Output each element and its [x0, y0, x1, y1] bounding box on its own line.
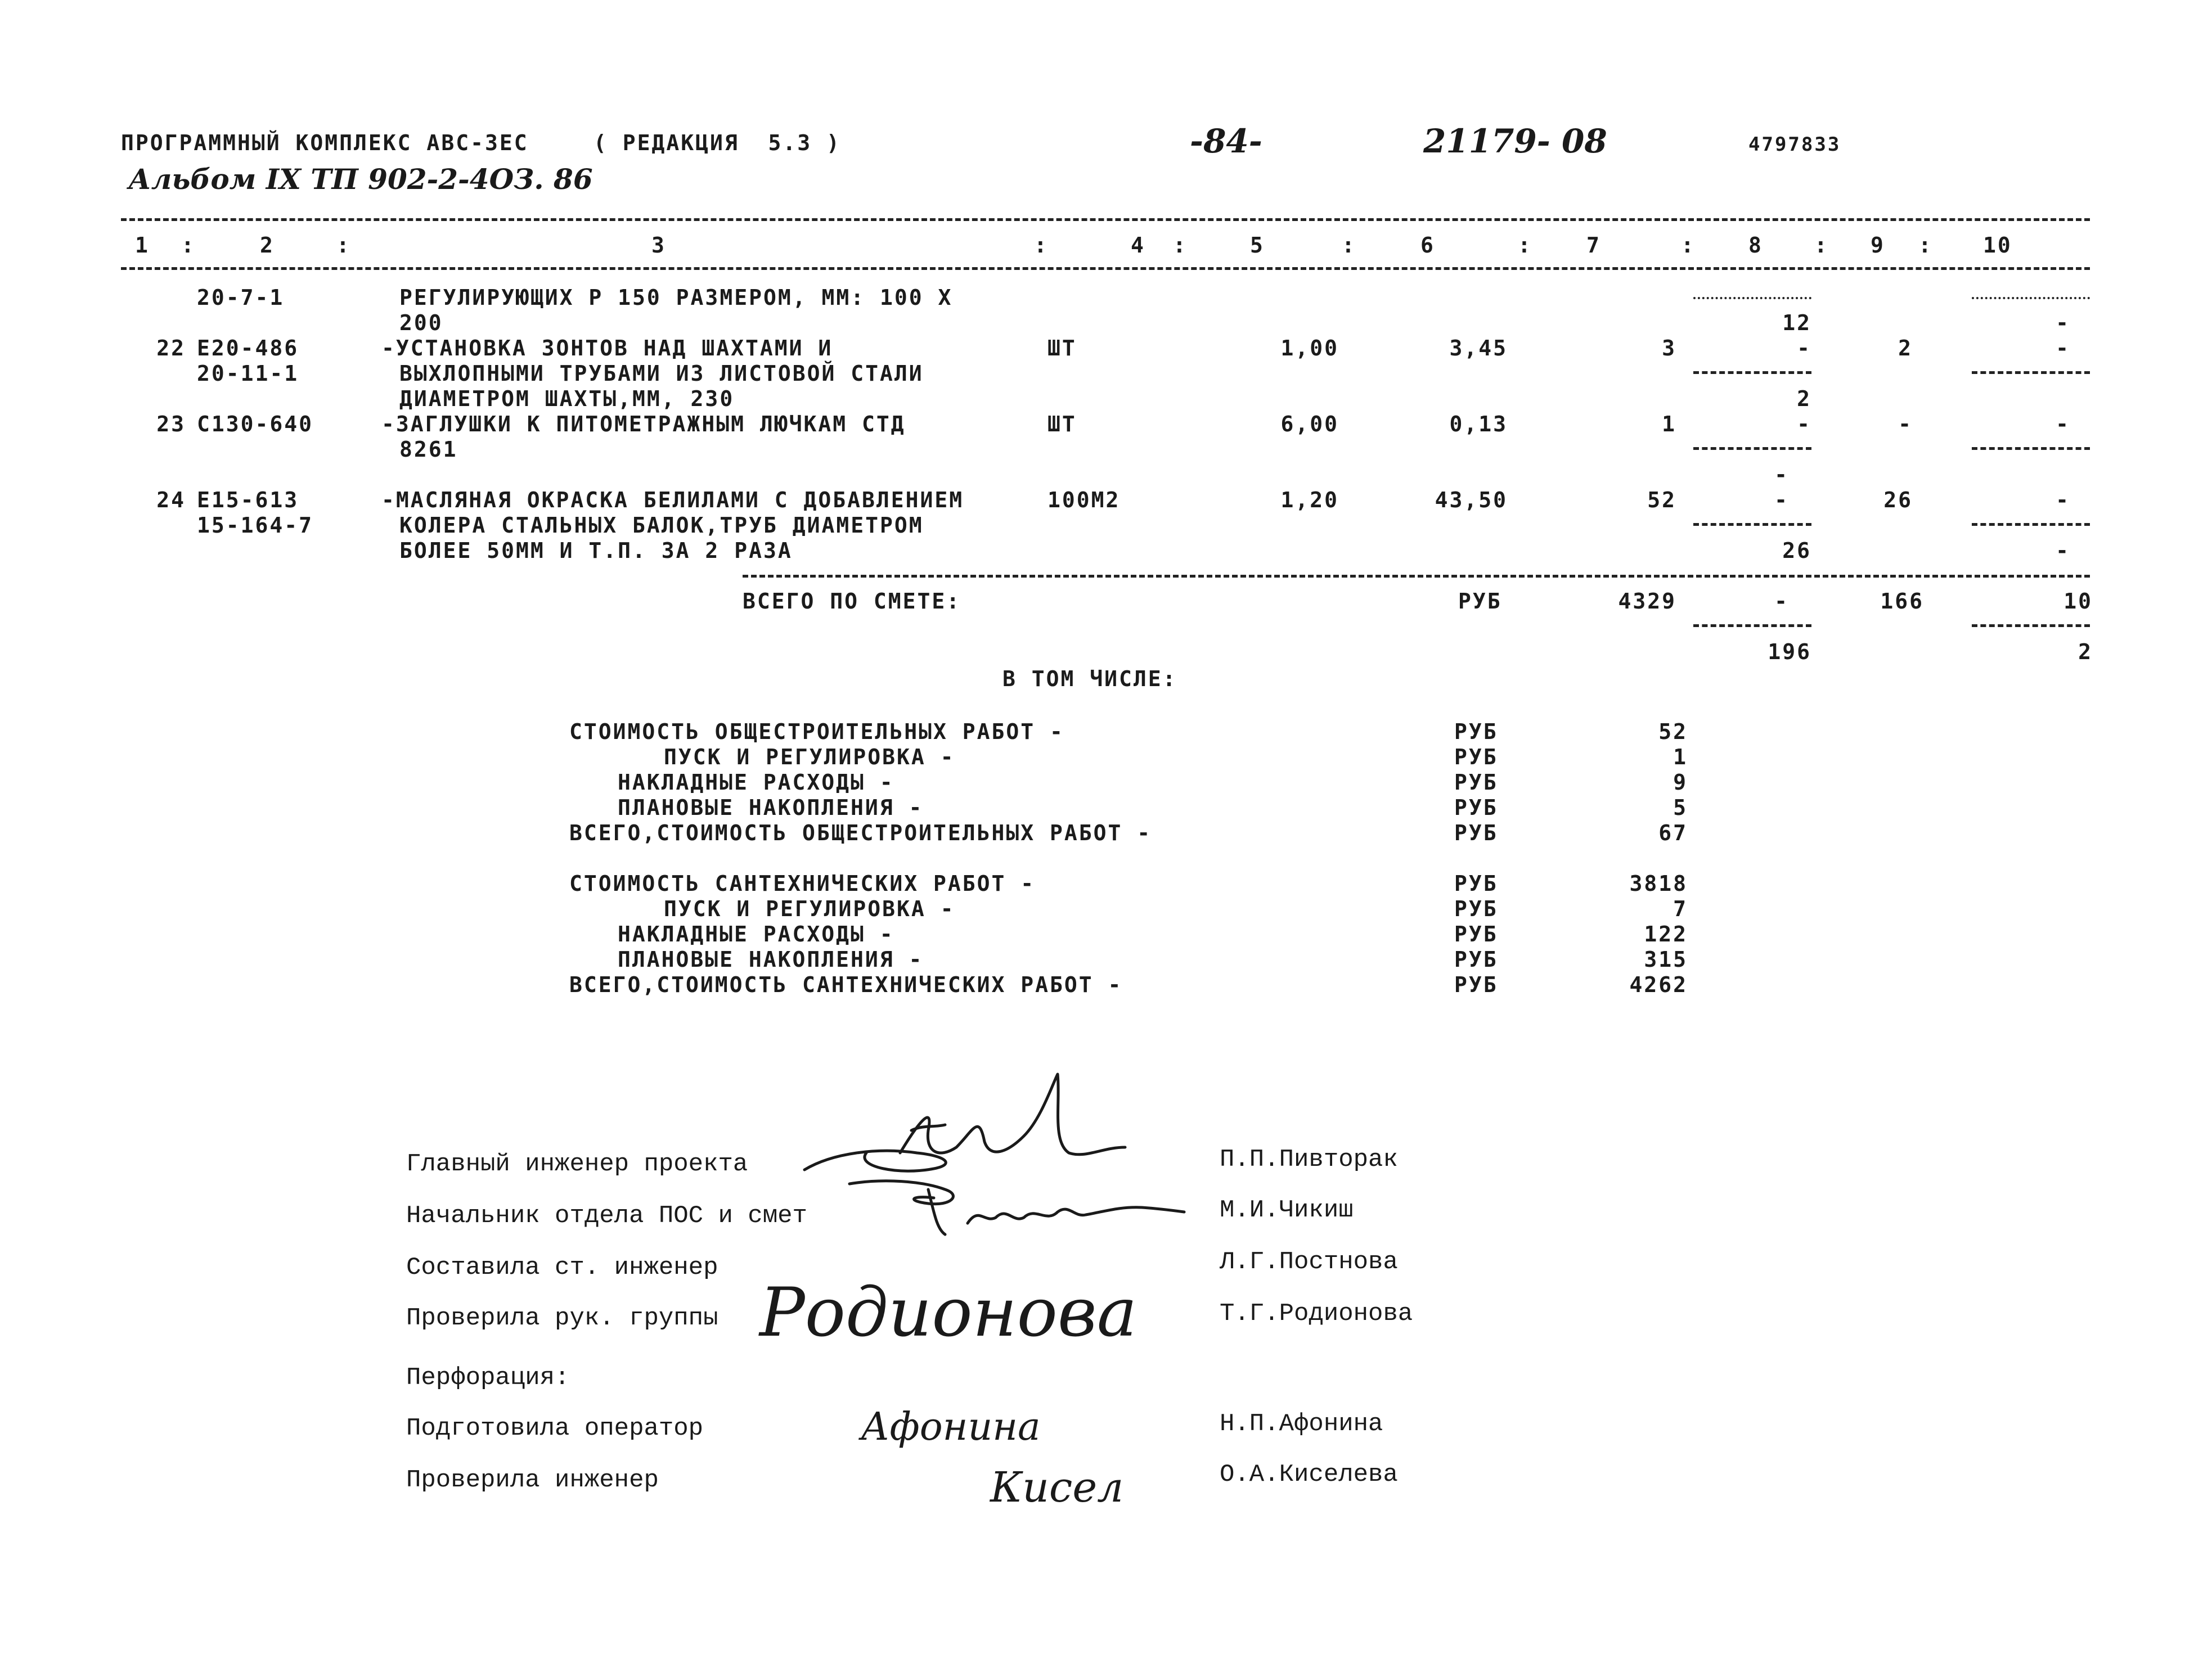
signature-chikish [838, 1173, 1187, 1246]
row-desc: БОЛЕЕ 50ММ И Т.П. ЗА 2 РАЗА [399, 538, 793, 563]
signature-rodionova[interactable] [759, 1268, 1138, 1369]
breakdown-unit: РУБ [1454, 896, 1498, 921]
col-header-2: 2 [260, 233, 275, 258]
row-desc: ВЫХЛОПНЫМИ ТРУБАМИ ИЗ ЛИСТОВОЙ СТАЛИ [399, 361, 924, 386]
col-header-3: 3 [651, 233, 666, 258]
row-desc: РЕГУЛИРУЮЩИХ Р 150 РАЗМЕРОМ, ММ: 100 Х [399, 285, 953, 310]
row-desc: -УСТАНОВКА ЗОНТОВ НАД ШАХТАМИ И [381, 336, 833, 360]
signature-afonina[interactable] [861, 1400, 1063, 1462]
row-num: 22 [156, 336, 186, 360]
breakdown-unit: РУБ [1454, 821, 1498, 845]
row-c10: - [2056, 488, 2070, 512]
signature-rodionova-text: Родионова [759, 1274, 1138, 1352]
signature-role: Составила ст. инженер [406, 1254, 718, 1282]
row-unit: ШТ [1047, 412, 1077, 436]
breakdown-label: ПЛАНОВЫЕ НАКОПЛЕНИЯ - [618, 795, 924, 820]
breakdown-label: ПЛАНОВЫЕ НАКОПЛЕНИЯ - [618, 947, 924, 972]
cell-divider [1972, 447, 2090, 450]
row-price: 0,13 [1449, 412, 1508, 436]
breakdown-unit: РУБ [1454, 745, 1498, 769]
signature-role: Главный инженер проекта [406, 1150, 748, 1178]
row-c8-top: - [1797, 412, 1811, 436]
cell-divider [1972, 624, 2090, 627]
row-code: 20-11-1 [197, 361, 299, 386]
col-sep: : [1173, 233, 1188, 258]
edition: ( РЕДАКЦИЯ 5.3 ) [594, 130, 841, 155]
total-value: 4329 [1618, 589, 1676, 614]
row-desc: 8261 [399, 437, 458, 462]
breakdown-unit: РУБ [1454, 770, 1498, 795]
breakdown-unit: РУБ [1454, 719, 1498, 744]
including-label: В ТОМ ЧИСЛЕ: [1002, 666, 1177, 691]
breakdown-value: 9 [1673, 770, 1688, 795]
row-c9: - [1898, 412, 1913, 436]
col-sep: : [1814, 233, 1829, 258]
row-code: 15-164-7 [197, 513, 314, 538]
signature-name: П.П.Пивторак [1220, 1146, 1398, 1174]
cell-divider [1693, 523, 1811, 526]
row-c10: - [2056, 310, 2070, 335]
total-unit: РУБ [1458, 589, 1502, 614]
breakdown-label: СТОИМОСТЬ САНТЕХНИЧЕСКИХ РАБОТ - [569, 871, 1036, 896]
signature-name: Л.Г.Постнова [1220, 1248, 1398, 1276]
row-qty: 1,20 [1280, 488, 1339, 512]
col-header-9: 9 [1871, 233, 1885, 258]
col-sep: : [1518, 233, 1532, 258]
col-sep: : [1034, 233, 1049, 258]
row-price: 43,50 [1435, 488, 1508, 512]
signature-afonina-text: Афонина [861, 1405, 1041, 1449]
row-c9: 26 [1883, 488, 1913, 512]
col-header-8: 8 [1748, 233, 1763, 258]
album-note: Альбом IX ТП 902-2-4ОЗ. 86 [128, 163, 593, 196]
row-c9: 2 [1898, 336, 1913, 360]
row-total: 52 [1647, 488, 1676, 512]
breakdown-unit: РУБ [1454, 947, 1498, 972]
row-code: C130-640 [197, 412, 314, 436]
row-desc: -МАСЛЯНАЯ ОКРАСКА БЕЛИЛАМИ С ДОБАВЛЕНИЕМ [381, 488, 964, 512]
cell-divider [1972, 371, 2090, 374]
signature-role: Проверила рук. группы [406, 1304, 718, 1332]
row-c10-bottom: - [2056, 538, 2070, 563]
breakdown-label: ВСЕГО,СТОИМОСТЬ САНТЕХНИЧЕСКИХ РАБОТ - [569, 972, 1123, 997]
perforation-label: Перфорация: [406, 1364, 570, 1392]
row-desc: 200 [399, 310, 443, 335]
col-sep: : [181, 233, 196, 258]
breakdown-value: 67 [1658, 821, 1688, 845]
breakdown-value: 3818 [1629, 871, 1688, 896]
col-sep: : [1342, 233, 1356, 258]
row-total: 3 [1662, 336, 1676, 360]
row-c8-bottom: - [1774, 462, 1789, 487]
signature-role: Проверила инженер [406, 1466, 659, 1494]
signature-role: Начальник отдела ПОС и смет [406, 1202, 807, 1230]
cell-divider [1693, 447, 1811, 450]
row-desc: КОЛЕРА СТАЛЬНЫХ БАЛОК,ТРУБ ДИАМЕТРОМ [399, 513, 924, 538]
total-label: ВСЕГО ПО СМЕТЕ: [743, 589, 961, 614]
table-top-rule [121, 218, 2090, 221]
row-c8-bottom: 12 [1782, 310, 1811, 335]
row-code: 20-7-1 [197, 285, 285, 310]
col-header-4: 4 [1131, 233, 1145, 258]
breakdown-label: СТОИМОСТЬ ОБЩЕСТРОИТЕЛЬНЫХ РАБОТ - [569, 719, 1064, 744]
breakdown-value: 5 [1673, 795, 1688, 820]
total-rule [743, 575, 2090, 578]
signature-kiseleva-text: Кисел [990, 1463, 1124, 1512]
row-c10: - [2056, 412, 2070, 436]
row-code: E15-613 [197, 488, 299, 512]
total-c9: 166 [1880, 589, 1924, 614]
breakdown-value: 1 [1673, 745, 1688, 769]
row-num: 24 [156, 488, 186, 512]
row-unit: ШТ [1047, 336, 1077, 360]
breakdown-unit: РУБ [1454, 795, 1498, 820]
cell-divider [1693, 624, 1811, 627]
col-sep: : [1918, 233, 1933, 258]
col-header-1: 1 [135, 233, 150, 258]
doc-code: 21179- 08 [1423, 122, 1607, 160]
row-num: 23 [156, 412, 186, 436]
col-header-6: 6 [1420, 233, 1435, 258]
total-c8-top: - [1774, 589, 1789, 614]
breakdown-label: ПУСК И РЕГУЛИРОВКА - [664, 745, 955, 769]
signature-name: О.А.Киселева [1220, 1461, 1398, 1489]
breakdown-value: 52 [1658, 719, 1688, 744]
col-sep: : [1681, 233, 1696, 258]
signature-role: Подготовила оператор [406, 1414, 704, 1443]
signature-kiseleva[interactable] [990, 1457, 1170, 1524]
cell-divider [1693, 371, 1811, 374]
row-price: 3,45 [1449, 336, 1508, 360]
signature-name: М.И.Чикиш [1220, 1196, 1354, 1224]
signature-name: Т.Г.Родионова [1220, 1300, 1413, 1328]
breakdown-value: 7 [1673, 896, 1688, 921]
table-header-rule [121, 267, 2090, 270]
cell-divider [1972, 297, 2090, 299]
breakdown-value: 4262 [1629, 972, 1688, 997]
col-header-7: 7 [1586, 233, 1601, 258]
breakdown-value: 122 [1644, 922, 1688, 947]
total-c10-top: 10 [2063, 589, 2093, 614]
row-c8-top: - [1797, 336, 1811, 360]
breakdown-unit: РУБ [1454, 922, 1498, 947]
row-desc: ДИАМЕТРОМ ШАХТЫ,ММ, 230 [399, 386, 735, 411]
row-c8-bottom: 2 [1797, 386, 1811, 411]
cell-divider [1972, 523, 2090, 526]
breakdown-label: НАКЛАДНЫЕ РАСХОДЫ - [618, 770, 894, 795]
breakdown-label: ВСЕГО,СТОИМОСТЬ ОБЩЕСТРОИТЕЛЬНЫХ РАБОТ - [569, 821, 1152, 845]
total-c8-bottom: 196 [1768, 639, 1811, 664]
breakdown-label: НАКЛАДНЫЕ РАСХОДЫ - [618, 922, 894, 947]
row-unit: 100М2 [1047, 488, 1121, 512]
breakdown-label: ПУСК И РЕГУЛИРОВКА - [664, 896, 955, 921]
row-c8-bottom: 26 [1782, 538, 1811, 563]
breakdown-value: 315 [1644, 947, 1688, 972]
row-code: E20-486 [197, 336, 299, 360]
row-desc: -ЗАГЛУШКИ К ПИТОМЕТРАЖНЫМ ЛЮЧКАМ СТД [381, 412, 906, 436]
row-qty: 6,00 [1280, 412, 1339, 436]
breakdown-unit: РУБ [1454, 972, 1498, 997]
signature-name: Н.П.Афонина [1220, 1410, 1383, 1438]
row-c10: - [2056, 336, 2070, 360]
doc-number: 4797833 [1748, 133, 1841, 156]
total-c10-bottom: 2 [2078, 639, 2093, 664]
cell-divider [1693, 297, 1811, 299]
row-total: 1 [1662, 412, 1676, 436]
page-number: -84- [1190, 122, 1262, 160]
col-sep: : [336, 233, 351, 258]
row-qty: 1,00 [1280, 336, 1339, 360]
program-title: ПРОГРАММНЫЙ КОМПЛЕКС АВС-3ЕС [121, 130, 529, 155]
row-c8-top: - [1774, 488, 1789, 512]
col-header-5: 5 [1250, 233, 1265, 258]
col-header-10: 10 [1983, 233, 2012, 258]
breakdown-unit: РУБ [1454, 871, 1498, 896]
